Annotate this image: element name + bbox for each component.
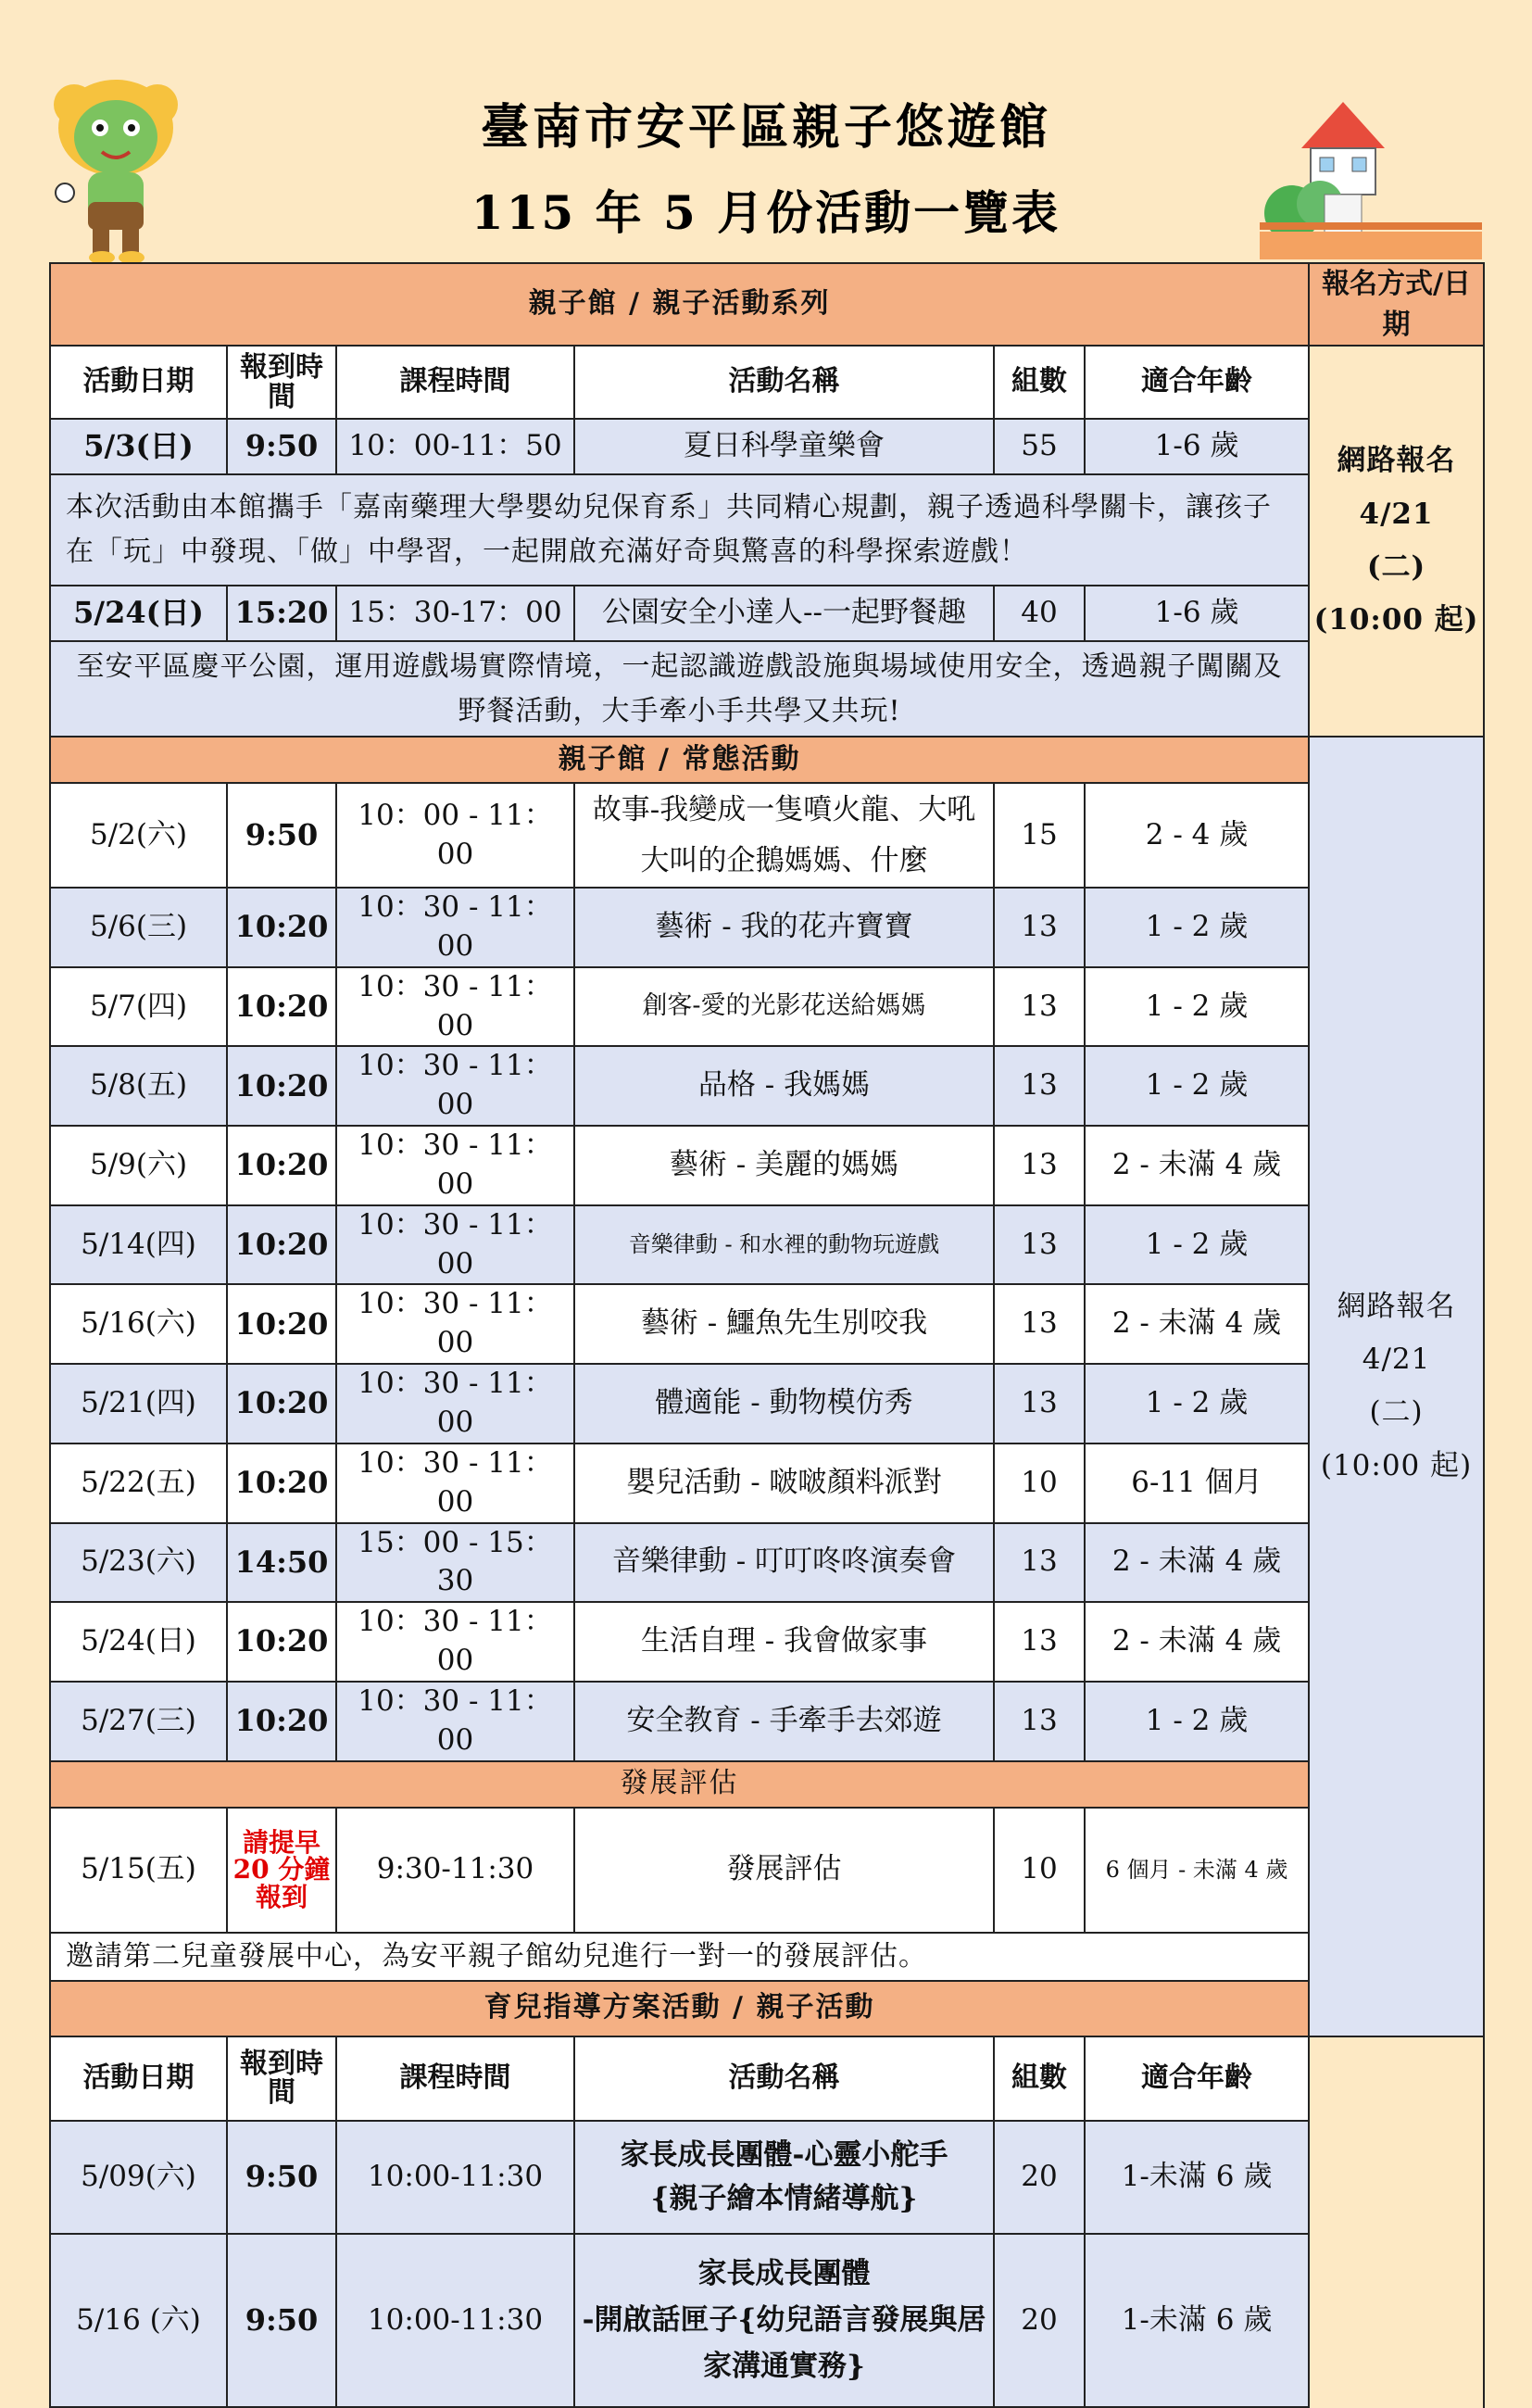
cell-time: 10：30 - 11：00 xyxy=(336,967,574,1047)
cell-name: 安全教育 - 手牽手去郊遊 xyxy=(574,1682,994,1761)
cell-checkin: 10:20 xyxy=(227,967,336,1047)
col-date: 活動日期 xyxy=(50,2036,227,2121)
cell-date: 5/24(日) xyxy=(50,586,227,641)
table-row xyxy=(50,1046,1484,1126)
cell-name: 音樂律動 - 叮叮咚咚演奏會 xyxy=(574,1523,994,1603)
table-row xyxy=(50,2234,1484,2407)
cell-checkin: 9:50 xyxy=(227,2121,336,2234)
cell-name: 夏日科學童樂會 xyxy=(574,419,994,474)
table-row xyxy=(50,1602,1484,1682)
cell-age: 1-未滿 6 歲 xyxy=(1085,2234,1309,2407)
cell-groups: 13 xyxy=(994,1126,1085,1205)
cell-name: 音樂律動 - 和水裡的動物玩遊戲 xyxy=(574,1205,994,1285)
col-name: 活動名稱 xyxy=(574,346,994,419)
cell-age: 1 - 2 歲 xyxy=(1085,1046,1309,1126)
registration-header: 報名方式/日期 xyxy=(1309,263,1484,346)
cell-age: 6 個月 - 未滿 4 歲 xyxy=(1085,1808,1309,1933)
cell-groups: 20 xyxy=(994,2121,1085,2234)
cell-time: 15：00 - 15：30 xyxy=(336,1523,574,1603)
cell-date: 5/14(四) xyxy=(50,1205,227,1285)
cell-date: 5/16(六) xyxy=(50,1284,227,1364)
cell-time: 10：30 - 11：00 xyxy=(336,1046,574,1126)
cell-checkin: 10:20 xyxy=(227,1682,336,1761)
cell-age: 2 - 未滿 4 歲 xyxy=(1085,1523,1309,1603)
cell-time: 15：30-17：00 xyxy=(336,586,574,641)
cell-groups: 13 xyxy=(994,1364,1085,1444)
table-row xyxy=(50,967,1484,1047)
col-age: 適合年齡 xyxy=(1085,346,1309,419)
cell-name: 體適能 - 動物模仿秀 xyxy=(574,1364,994,1444)
table-row xyxy=(50,1444,1484,1523)
cell-age: 1 - 2 歲 xyxy=(1085,888,1309,967)
activity-description: 本次活動由本館攜手「嘉南藥理大學嬰幼兒保育系」共同精心規劃，親子透過科學關卡，讓孩子在「玩」中發現、「做」中學習，一起開啟充滿好奇與驚喜的科學探索遊戲！ xyxy=(50,474,1309,586)
registration-info: 網路報名 4/21 (二) (10:00 起) xyxy=(1309,346,1484,737)
cell-age: 1 - 2 歲 xyxy=(1085,1682,1309,1761)
cell-groups: 13 xyxy=(994,1284,1085,1364)
cell-name: 生活自理 - 我會做家事 xyxy=(574,1602,994,1682)
col-checkin: 報到時間 xyxy=(227,2036,336,2121)
table-row xyxy=(50,1808,1484,1933)
table-row xyxy=(50,783,1484,888)
cell-date: 5/24(日) xyxy=(50,1602,227,1682)
col-date: 活動日期 xyxy=(50,346,227,419)
cell-name: 故事-我變成一隻噴火龍、大吼大叫的企鵝媽媽、什麼 xyxy=(574,783,994,888)
cell-time: 10：30 - 11：00 xyxy=(336,1364,574,1444)
col-name: 活動名稱 xyxy=(574,2036,994,2121)
cell-name: 藝術 - 鱷魚先生別咬我 xyxy=(574,1284,994,1364)
cell-checkin: 10:20 xyxy=(227,1444,336,1523)
cell-date: 5/23(六) xyxy=(50,1523,227,1603)
section-header: 育兒指導方案活動 / 親子活動 xyxy=(50,1981,1309,2036)
cell-checkin: 10:20 xyxy=(227,888,336,967)
page-subtitle: 115 年 5 月份活動一覽表 xyxy=(471,185,1061,240)
cell-checkin-note: 請提早 20 分鐘報到 xyxy=(227,1808,336,1933)
cell-age: 1 - 2 歲 xyxy=(1085,1364,1309,1444)
cell-time: 10:00-11:30 xyxy=(336,2234,574,2407)
cell-groups: 55 xyxy=(994,419,1085,474)
cell-time: 10：30 - 11：00 xyxy=(336,1205,574,1285)
cell-checkin: 10:20 xyxy=(227,1126,336,1205)
cell-name: 創客-愛的光影花送給媽媽 xyxy=(574,967,994,1047)
table-row xyxy=(50,1364,1484,1444)
section-header: 親子館 / 親子活動系列 xyxy=(50,263,1309,346)
section-header: 親子館 / 常態活動 xyxy=(50,737,1309,783)
table-row xyxy=(50,2121,1484,2234)
cell-age: 1 - 2 歲 xyxy=(1085,1205,1309,1285)
cell-date: 5/09(六) xyxy=(50,2121,227,2234)
col-time: 課程時間 xyxy=(336,346,574,419)
table-row xyxy=(50,1682,1484,1761)
cell-date: 5/2(六) xyxy=(50,783,227,888)
cell-name: 藝術 - 我的花卉寶寶 xyxy=(574,888,994,967)
cell-checkin: 9:50 xyxy=(227,419,336,474)
table-row xyxy=(50,1523,1484,1603)
cell-name: 發展評估 xyxy=(574,1808,994,1933)
cell-checkin: 10:20 xyxy=(227,1205,336,1285)
cell-name: 公園安全小達人--一起野餐趣 xyxy=(574,586,994,641)
cell-checkin: 10:20 xyxy=(227,1364,336,1444)
cell-time: 10:00-11:30 xyxy=(336,2121,574,2234)
cell-age: 6-11 個月 xyxy=(1085,1444,1309,1523)
table-row xyxy=(50,586,1484,641)
cell-groups: 13 xyxy=(994,967,1085,1047)
cell-age: 2 - 未滿 4 歲 xyxy=(1085,1602,1309,1682)
cell-groups: 40 xyxy=(994,586,1085,641)
cell-time: 10：00-11：50 xyxy=(336,419,574,474)
table-row xyxy=(50,888,1484,967)
activity-description: 至安平區慶平公園，運用遊戲場實際情境，一起認識遊戲設施與場域使用安全，透過親子闖關及野餐活動，大手牽小手共學又共玩! xyxy=(50,641,1309,737)
cell-date: 5/22(五) xyxy=(50,1444,227,1523)
table-row xyxy=(50,1205,1484,1285)
cell-groups: 20 xyxy=(994,2234,1085,2407)
cell-date: 5/7(四) xyxy=(50,967,227,1047)
cell-time: 10：30 - 11：00 xyxy=(336,1444,574,1523)
schedule-table-wrap xyxy=(49,262,1485,2408)
col-age: 適合年齡 xyxy=(1085,2036,1309,2121)
cell-time: 10：30 - 11：00 xyxy=(336,1284,574,1364)
col-groups: 組數 xyxy=(994,346,1085,419)
cell-groups: 10 xyxy=(994,1808,1085,1933)
cell-date: 5/9(六) xyxy=(50,1126,227,1205)
cell-groups: 10 xyxy=(994,1444,1085,1523)
table-row xyxy=(50,1284,1484,1364)
cell-date: 5/27(三) xyxy=(50,1682,227,1761)
cell-name: 品格 - 我媽媽 xyxy=(574,1046,994,1126)
cell-date: 5/3(日) xyxy=(50,419,227,474)
cell-name: 嬰兒活動 - 啵啵顏料派對 xyxy=(574,1444,994,1523)
schedule-table xyxy=(49,262,1485,2408)
cell-groups: 13 xyxy=(994,1523,1085,1603)
cell-groups: 13 xyxy=(994,1682,1085,1761)
section-header: 發展評估 xyxy=(50,1761,1309,1808)
cell-checkin: 10:20 xyxy=(227,1046,336,1126)
cell-date: 5/16 (六) xyxy=(50,2234,227,2407)
cell-time: 10：30 - 11：00 xyxy=(336,1682,574,1761)
cell-date: 5/15(五) xyxy=(50,1808,227,1933)
cell-age: 2 - 4 歲 xyxy=(1085,783,1309,888)
table-row xyxy=(50,419,1484,474)
cell-time: 10：30 - 11：00 xyxy=(336,1126,574,1205)
col-time: 課程時間 xyxy=(336,2036,574,2121)
cell-date: 5/6(三) xyxy=(50,888,227,967)
cell-name: 家長成長團體-心靈小舵手 {親子繪本情緒導航} xyxy=(574,2121,994,2234)
col-checkin: 報到時間 xyxy=(227,346,336,419)
cell-time: 9:30-11:30 xyxy=(336,1808,574,1933)
cell-date: 5/8(五) xyxy=(50,1046,227,1126)
cell-checkin: 14:50 xyxy=(227,1523,336,1603)
page-title: 臺南市安平區親子悠遊館 xyxy=(480,99,1051,156)
cell-age: 1-未滿 6 歲 xyxy=(1085,2121,1309,2234)
cell-groups: 15 xyxy=(994,783,1085,888)
col-groups: 組數 xyxy=(994,2036,1085,2121)
cell-checkin: 9:50 xyxy=(227,783,336,888)
cell-time: 10：30 - 11：00 xyxy=(336,1602,574,1682)
cell-groups: 13 xyxy=(994,1046,1085,1126)
cell-checkin: 10:20 xyxy=(227,1284,336,1364)
cell-age: 1 - 2 歲 xyxy=(1085,967,1309,1047)
cell-age: 2 - 未滿 4 歲 xyxy=(1085,1126,1309,1205)
cell-age: 2 - 未滿 4 歲 xyxy=(1085,1284,1309,1364)
cell-groups: 13 xyxy=(994,1205,1085,1285)
cell-checkin: 9:50 xyxy=(227,2234,336,2407)
activity-description: 邀請第二兒童發展中心，為安平親子館幼兒進行一對一的發展評估。 xyxy=(50,1933,1309,1981)
registration-info: 網路報名 4/21 (二) (10:00 起) xyxy=(1309,737,1484,2036)
cell-time: 10：00 - 11：00 xyxy=(336,783,574,888)
cell-groups: 13 xyxy=(994,1602,1085,1682)
cell-name: 藝術 - 美麗的媽媽 xyxy=(574,1126,994,1205)
cell-age: 1-6 歲 xyxy=(1085,419,1309,474)
cell-name: 家長成長團體 -開啟話匣子{幼兒語言發展與居家溝通實務} xyxy=(574,2234,994,2407)
cell-time: 10：30 - 11：00 xyxy=(336,888,574,967)
cell-date: 5/21(四) xyxy=(50,1364,227,1444)
cell-checkin: 10:20 xyxy=(227,1602,336,1682)
cell-checkin: 15:20 xyxy=(227,586,336,641)
cell-age: 1-6 歲 xyxy=(1085,586,1309,641)
table-row xyxy=(50,1126,1484,1205)
cell-groups: 13 xyxy=(994,888,1085,967)
